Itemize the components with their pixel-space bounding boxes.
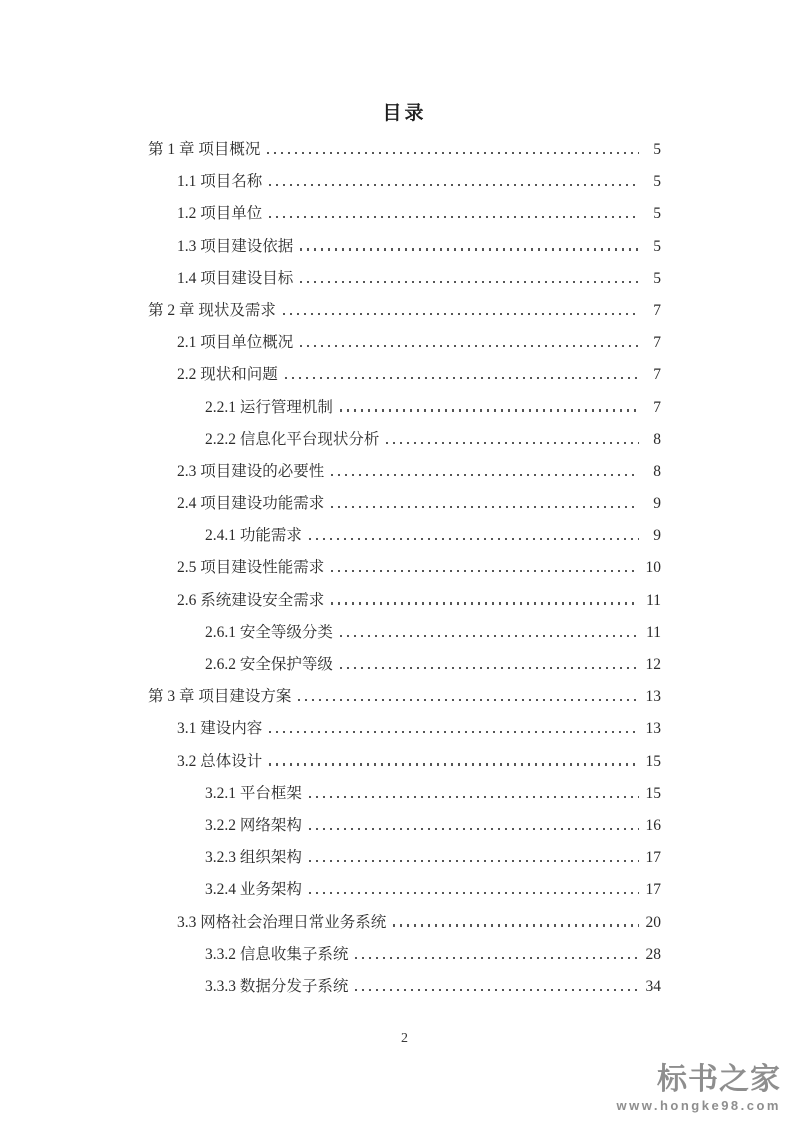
toc-entry-label: 1.3 项目建设依据 [177, 237, 294, 255]
toc-entry-label: 2.6 系统建设安全需求 [177, 591, 325, 609]
toc-entry [148, 620, 661, 652]
toc-entry [148, 330, 661, 362]
dot-leader [300, 345, 639, 347]
toc-entry [148, 942, 661, 974]
toc-entry-page: 17 [645, 881, 661, 899]
toc-entry [148, 716, 661, 748]
toc-entry-label: 3.3.3 数据分发子系统 [205, 977, 349, 995]
toc-entry-page: 8 [653, 462, 661, 480]
watermark [617, 1063, 782, 1113]
toc-entry [148, 684, 661, 716]
dot-leader [269, 731, 639, 733]
toc-entry-page: 34 [645, 977, 661, 995]
toc-entry-label: 2.1 项目单位概况 [177, 334, 294, 352]
dot-leader [386, 442, 639, 444]
toc-entry-page: 8 [653, 430, 661, 448]
toc-entry-label: 3.2 总体设计 [177, 752, 263, 770]
toc-entry-label: 2.6.2 安全保护等级 [205, 656, 333, 673]
dot-leader [309, 828, 639, 830]
toc-entry-page: 16 [645, 816, 661, 834]
dot-leader [309, 860, 639, 862]
toc-entry-label: 2.4 项目建设功能需求 [177, 495, 325, 513]
toc-entry-page: 5 [653, 173, 661, 191]
toc-entry-page: 7 [653, 301, 661, 319]
dot-leader [331, 474, 639, 476]
toc-entry-label: 3.2.3 组织架构 [205, 849, 302, 867]
toc-entry-label: 2.2 现状和问题 [177, 366, 278, 384]
toc-entry-label: 第 1 章 项目概况 [148, 141, 261, 158]
toc-entry [148, 555, 661, 587]
toc-entry-label: 3.2.1 平台框架 [205, 784, 302, 802]
dot-leader [269, 763, 639, 765]
dot-leader [269, 184, 639, 186]
toc-entry-page: 9 [653, 527, 661, 545]
toc-entry-label: 2.2.1 运行管理机制 [205, 398, 333, 416]
toc-entry [148, 427, 661, 459]
toc-entry-page: 15 [645, 752, 661, 770]
toc-entry [148, 395, 661, 427]
toc-entry-page: 28 [645, 945, 661, 963]
toc-entry-page: 5 [653, 269, 661, 287]
toc-entry [148, 137, 661, 169]
toc-entry-label: 第 2 章 现状及需求 [148, 301, 276, 319]
dot-leader [269, 216, 639, 218]
toc-entry [148, 974, 661, 1006]
toc-entry-page: 5 [653, 205, 661, 223]
dot-leader [340, 409, 639, 411]
dot-leader [331, 506, 639, 508]
dot-leader [300, 248, 639, 250]
toc-entry-page: 15 [645, 784, 661, 802]
toc-list [148, 137, 661, 1006]
toc-entry-label: 1.1 项目名称 [177, 173, 263, 191]
toc-entry [148, 749, 661, 781]
page-title: 目录 [382, 103, 427, 124]
dot-leader [300, 281, 639, 283]
toc-entry [148, 169, 661, 201]
dot-leader [285, 377, 639, 379]
toc-entry-page: 11 [646, 591, 661, 609]
toc-entry-label: 2.5 项目建设性能需求 [177, 559, 325, 577]
toc-entry-label: 2.4.1 功能需求 [205, 527, 302, 545]
toc-entry-page: 5 [653, 237, 661, 255]
toc-entry-page: 13 [645, 688, 661, 706]
toc-entry [148, 266, 661, 298]
watermark-brand: 标书之家 [657, 1062, 781, 1096]
dot-leader [355, 989, 639, 991]
toc-entry [148, 523, 661, 555]
toc-entry [148, 459, 661, 491]
toc-entry-label: 1.4 项目建设目标 [177, 269, 294, 287]
toc-entry [148, 491, 661, 523]
toc-entry [148, 652, 661, 684]
toc-entry-label: 3.1 建设内容 [177, 720, 263, 738]
dot-leader [309, 892, 639, 894]
dot-leader [340, 667, 639, 669]
toc-entry [148, 362, 661, 394]
dot-leader [340, 635, 639, 637]
toc-entry [148, 298, 661, 330]
toc-entry-page: 9 [653, 495, 661, 513]
dot-leader [309, 538, 639, 540]
toc-entry [148, 877, 661, 909]
toc-entry-page: 5 [653, 141, 661, 158]
toc-entry [148, 588, 661, 620]
toc-entry-label: 第 3 章 项目建设方案 [148, 688, 292, 706]
watermark-url: www.hongke98.com [616, 1097, 781, 1113]
toc-entry-page: 13 [645, 720, 661, 738]
toc-entry-page: 7 [653, 398, 661, 416]
toc-entry-label: 3.2.4 业务架构 [205, 881, 302, 899]
page-number: 2 [401, 1031, 408, 1046]
dot-leader [309, 796, 639, 798]
toc-entry [148, 781, 661, 813]
dot-leader [298, 699, 639, 701]
dot-leader [331, 570, 639, 572]
toc-entry [148, 813, 661, 845]
toc-entry-label: 2.6.1 安全等级分类 [205, 623, 333, 641]
toc-entry [148, 910, 661, 942]
dot-leader [267, 152, 639, 154]
toc-entry-label: 3.2.2 网络架构 [205, 816, 302, 834]
toc-entry [148, 845, 661, 877]
toc-entry-page: 20 [645, 913, 661, 931]
toc-entry-label: 3.3 网格社会治理日常业务系统 [177, 913, 387, 931]
toc-entry-label: 1.2 项目单位 [177, 205, 263, 223]
toc-entry-page: 10 [645, 559, 661, 577]
toc-entry-page: 7 [653, 366, 661, 384]
toc-entry-page: 17 [645, 849, 661, 867]
toc-entry [148, 234, 661, 266]
toc-entry [148, 201, 661, 233]
toc-entry-page: 7 [653, 334, 661, 352]
toc-entry-label: 2.3 项目建设的必要性 [177, 462, 325, 480]
toc-entry-page: 11 [646, 623, 661, 641]
toc-entry-label: 2.2.2 信息化平台现状分析 [205, 430, 380, 448]
toc-entry-label: 3.3.2 信息收集子系统 [205, 945, 349, 963]
dot-leader [355, 957, 639, 959]
dot-leader [331, 602, 639, 604]
dot-leader [283, 313, 639, 315]
dot-leader [393, 924, 639, 926]
toc-entry-page: 12 [645, 656, 661, 673]
